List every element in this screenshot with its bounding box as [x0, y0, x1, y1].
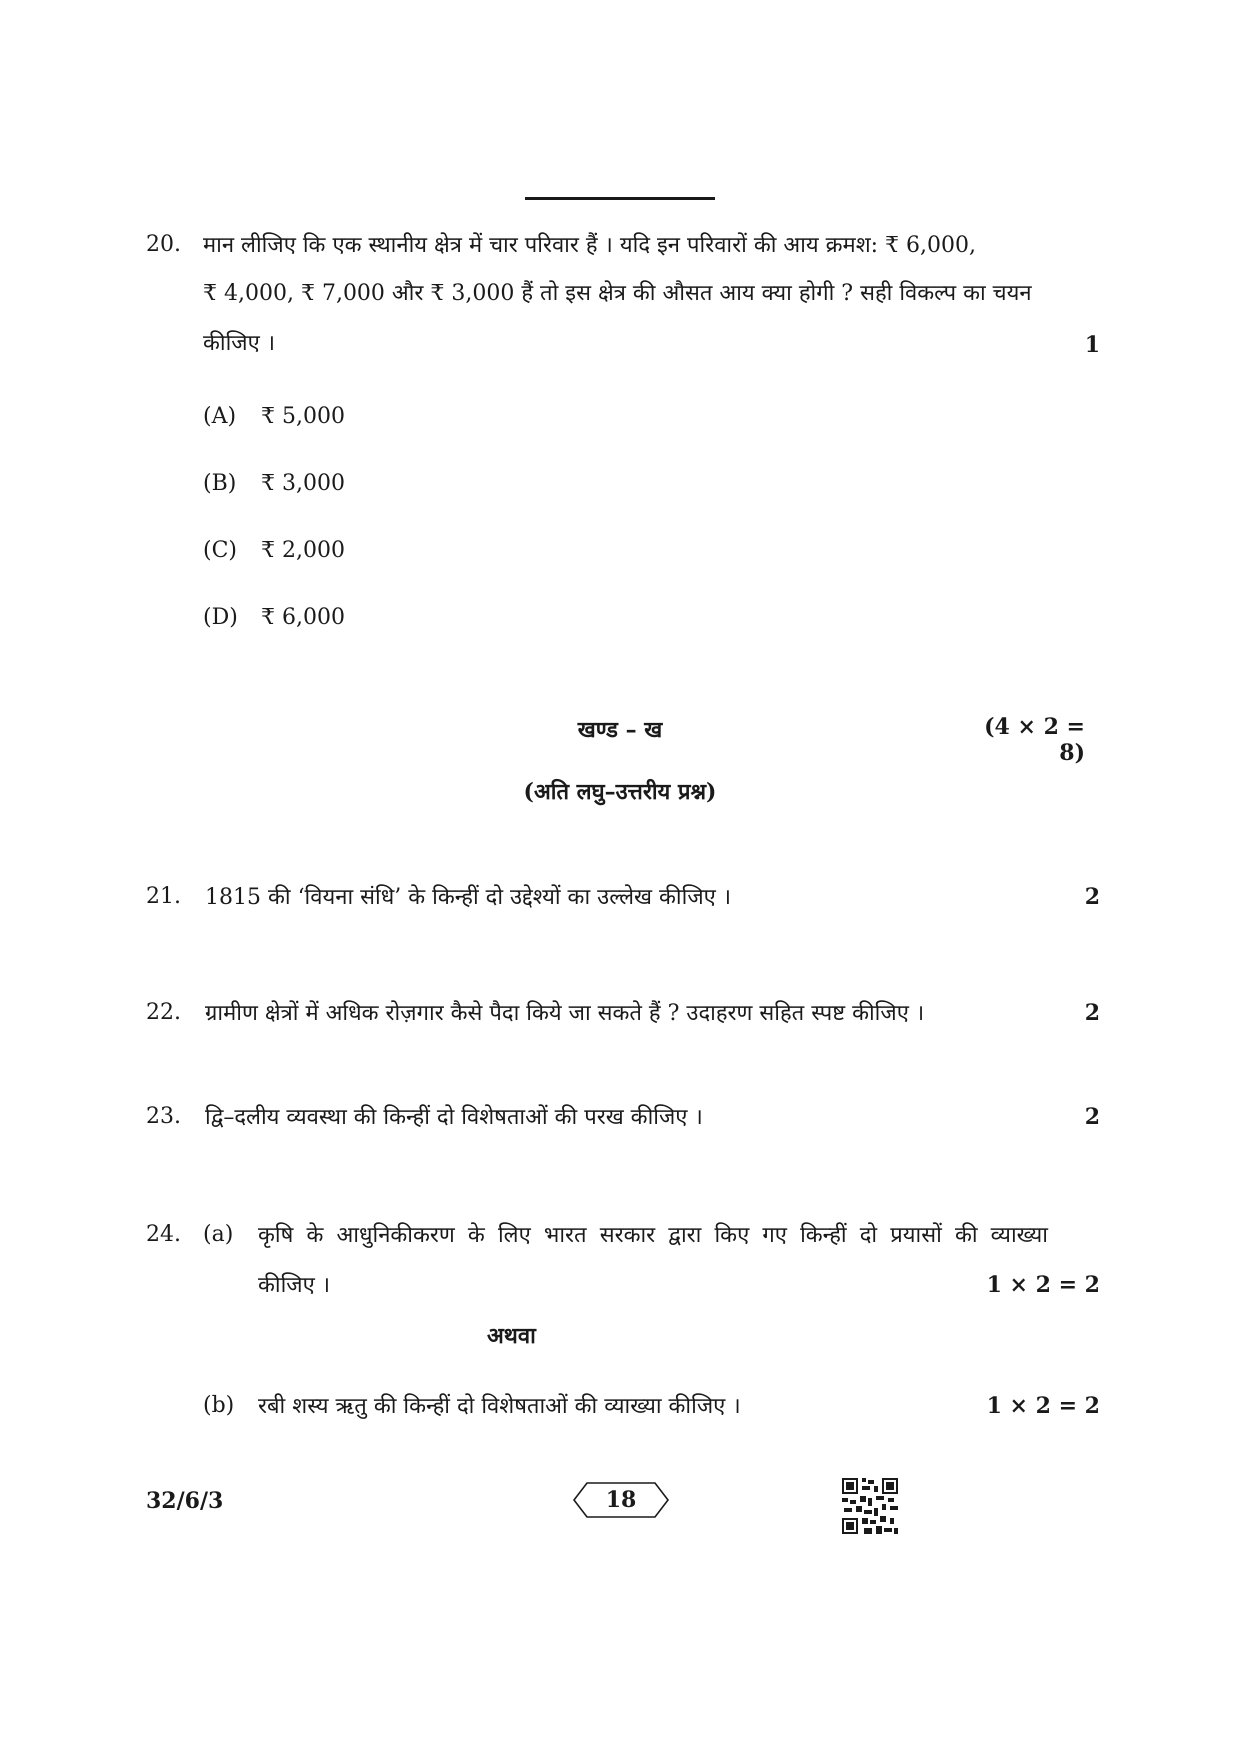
option-text: ₹ 2,000: [261, 538, 345, 563]
q20-option-a: [203, 404, 345, 429]
q23-number: 23.: [146, 1104, 181, 1129]
q22-marks: 2: [1084, 1000, 1100, 1026]
section-title: खण्ड – ख: [577, 717, 663, 743]
page-number-badge: [573, 1482, 669, 1518]
q24-part-b-text: रबी शस्य ऋतु की किन्हीं दो विशेषताओं की व्याख्या कीजिए ।: [258, 1394, 741, 1419]
q20-option-c: [203, 538, 345, 563]
q20-line3: कीजिए ।: [203, 331, 276, 356]
q24-part-a-label: (a): [203, 1222, 234, 1247]
q20-line2: ₹ 4,000, ₹ 7,000 और ₹ 3,000 हैं तो इस क्षेत्र की औसत आय क्या होगी ? सही विकल्प का चयन: [203, 281, 1032, 306]
q21-text: 1815 की ‘वियना संधि’ के किन्हीं दो उद्देश्यों का उल्लेख कीजिए ।: [205, 885, 732, 910]
q23-marks: 2: [1084, 1104, 1100, 1130]
q20-option-d: [203, 605, 345, 630]
q21-number: 21.: [146, 884, 181, 909]
q22-text: ग्रामीण क्षेत्रों में अधिक रोज़गार कैसे पैदा किये जा सकते हैं ? उदाहरण सहित स्पष्ट कीजिए ।: [205, 1001, 925, 1026]
page-number: 18: [605, 1487, 637, 1513]
or-separator: अथवा: [487, 1323, 536, 1349]
option-text: ₹ 3,000: [261, 471, 345, 496]
option-label: (A): [203, 404, 237, 429]
q24-part-a-marks: 1 × 2 = 2: [986, 1272, 1100, 1298]
q24-part-a-line2: कीजिए ।: [258, 1273, 331, 1298]
q21-marks: 2: [1084, 884, 1100, 910]
section-marks: (4 × 2 = 8): [984, 714, 1085, 766]
section-subtitle: (अति लघु–उत्तरीय प्रश्न): [523, 779, 717, 805]
option-label: (B): [203, 471, 237, 496]
q24-part-b-label: (b): [203, 1393, 235, 1418]
q20-option-b: [203, 471, 345, 496]
q20-line1: मान लीजिए कि एक स्थानीय क्षेत्र में चार परिवार हैं । यदि इन परिवारों की आय क्रमश: ₹ 6,000,: [203, 233, 977, 258]
q23-text: द्वि–दलीय व्यवस्था की किन्हीं दो विशेषताओं की परख कीजिए ।: [205, 1105, 703, 1130]
paper-code: 32/6/3: [146, 1488, 224, 1514]
q24-number: 24.: [146, 1222, 181, 1247]
q20-marks: 1: [1084, 332, 1100, 358]
option-text: ₹ 6,000: [261, 605, 345, 630]
q24-part-a-line1: कृषि के आधुनिकीकरण के लिए भारत सरकार द्वारा किए गए किन्हीं दो प्रयासों की व्याख्या: [258, 1223, 1048, 1248]
option-label: (D): [203, 605, 238, 630]
q24-part-b-marks: 1 × 2 = 2: [986, 1393, 1100, 1419]
option-text: ₹ 5,000: [261, 404, 345, 429]
q22-number: 22.: [146, 1000, 181, 1025]
q20-number: 20.: [146, 232, 181, 257]
qr-code-icon: [842, 1478, 898, 1534]
top-divider: [525, 197, 715, 200]
option-label: (C): [203, 538, 237, 563]
